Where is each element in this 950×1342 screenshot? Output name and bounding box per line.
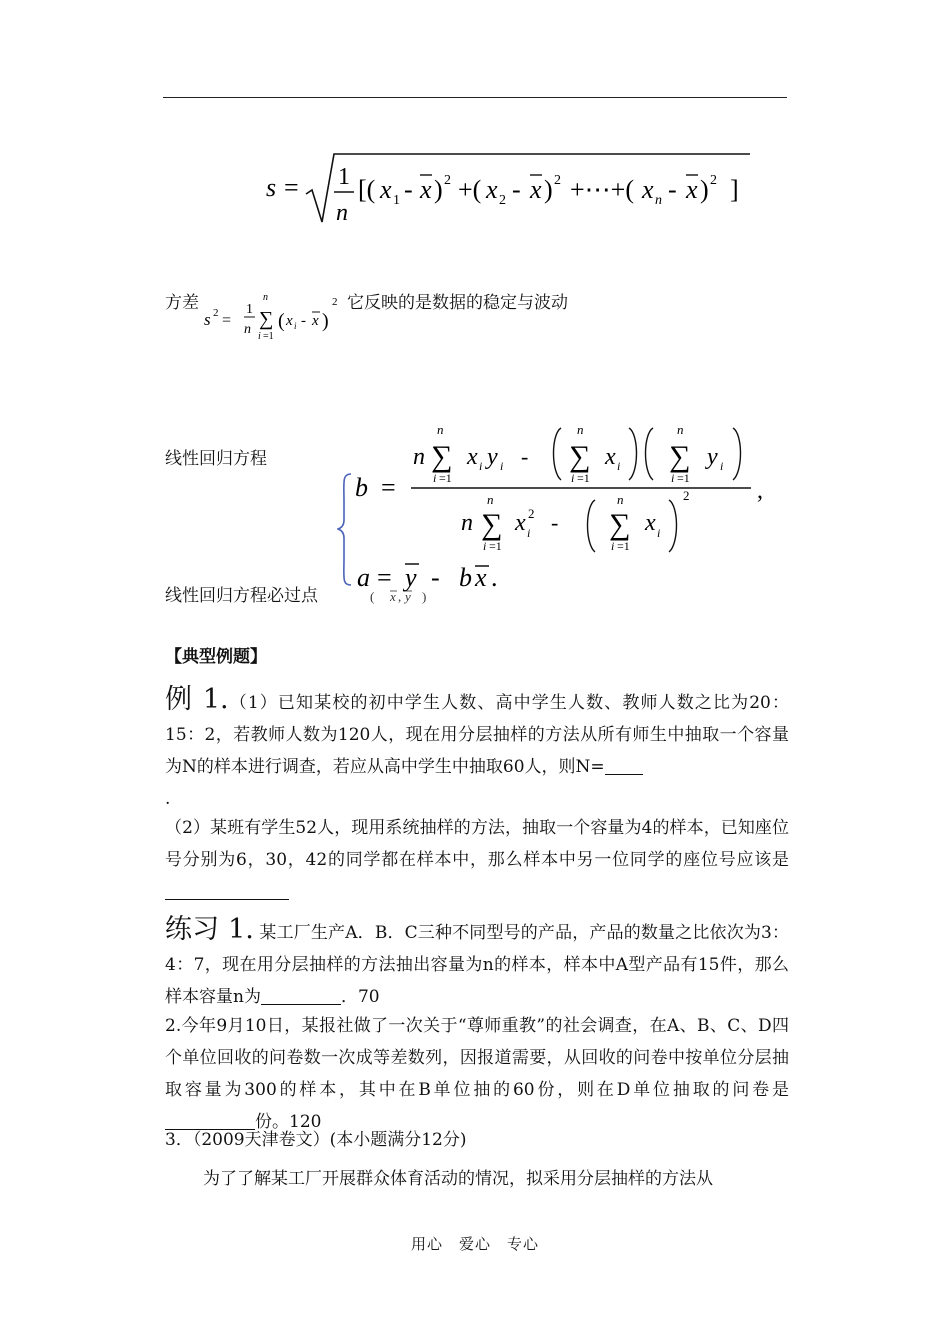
regression-point bbox=[370, 585, 432, 607]
svg-text:s: s bbox=[266, 173, 277, 202]
svg-text:): ) bbox=[322, 310, 329, 332]
svg-text:-: - bbox=[551, 510, 559, 535]
svg-text:x: x bbox=[420, 175, 432, 204]
svg-text:1: 1 bbox=[338, 164, 350, 190]
exercise1-q2 bbox=[165, 1010, 789, 1138]
svg-text:x: x bbox=[642, 175, 654, 204]
svg-text:,: , bbox=[398, 589, 402, 604]
svg-text:=1: =1 bbox=[617, 539, 630, 553]
example1-part1-text: （1）已知某校的初中学生人数、高中学生人数、教师人数之比为20：15：2，若教师人数为120人，现在用分层抽样的方法从所有师生中抽取一个容量为N的样本进行调查，若应从高中学生中抽取60人，则N= bbox=[165, 693, 790, 777]
variance-prefix: 方差 bbox=[165, 293, 199, 313]
svg-text:i: i bbox=[617, 459, 621, 473]
svg-text:i: i bbox=[611, 539, 615, 553]
svg-text:y: y bbox=[405, 589, 411, 604]
svg-text:n: n bbox=[487, 492, 494, 507]
exercise1-q1 bbox=[165, 914, 789, 1013]
svg-text:): ) bbox=[544, 175, 553, 204]
svg-text:): ) bbox=[434, 175, 443, 204]
svg-text:n: n bbox=[413, 444, 425, 470]
svg-text:x: x bbox=[390, 589, 396, 604]
svg-text:n: n bbox=[336, 200, 348, 226]
svg-text:x: x bbox=[486, 175, 498, 204]
regression-label: 线性回归方程 bbox=[165, 449, 267, 469]
svg-text:2: 2 bbox=[683, 488, 690, 503]
svg-text:x: x bbox=[380, 175, 392, 204]
svg-text:b: b bbox=[459, 563, 472, 592]
svg-text:∑: ∑ bbox=[481, 508, 503, 541]
exercise1-q2-text: 2.今年9月10日，某报社做了一次关于“尊师重教”的社会调查，在A、B、C、D四个单位回收的问卷数一次成等差数列，因报道需要，从回收的问卷中按单位分层抽取容量为300的样本，其中在B单位抽的60份，则在D单位抽取的问卷是 bbox=[165, 1016, 789, 1100]
svg-text:-: - bbox=[404, 175, 413, 204]
example1-part1 bbox=[165, 684, 789, 815]
svg-text:+(: +( bbox=[458, 175, 482, 204]
exercise1-q3-text: 为了了解某工厂开展群众体育活动的情况，拟采用分层抽样的方法从 bbox=[203, 1169, 713, 1189]
svg-text:y: y bbox=[405, 563, 417, 592]
svg-text:∑: ∑ bbox=[569, 440, 591, 473]
svg-text:=1: =1 bbox=[263, 331, 274, 342]
svg-text:i: i bbox=[294, 321, 297, 331]
svg-text:i: i bbox=[500, 459, 504, 473]
svg-text:=1: =1 bbox=[677, 471, 690, 485]
svg-text:∑: ∑ bbox=[609, 508, 631, 541]
svg-text:n: n bbox=[655, 193, 662, 208]
page-footer: 用心 爱心 专心 bbox=[410, 1235, 539, 1253]
svg-text:=: = bbox=[222, 312, 232, 329]
exercise1-q2-end: 份。120 bbox=[255, 1112, 322, 1132]
svg-text:-: - bbox=[301, 313, 306, 329]
svg-text:y: y bbox=[487, 444, 498, 470]
svg-text:=: = bbox=[381, 473, 396, 502]
section-heading: 【典型例题】 bbox=[165, 647, 267, 667]
svg-text:(: ( bbox=[278, 310, 285, 332]
svg-text:+⋯+(: +⋯+( bbox=[570, 175, 634, 204]
svg-text:x: x bbox=[286, 313, 293, 329]
svg-text:i: i bbox=[258, 331, 261, 342]
svg-text:1: 1 bbox=[393, 193, 400, 208]
svg-text:[(: [( bbox=[358, 175, 376, 204]
svg-text:]: ] bbox=[730, 175, 739, 204]
svg-text:x: x bbox=[645, 510, 656, 536]
variance-formula bbox=[202, 285, 342, 347]
svg-text:n: n bbox=[263, 292, 268, 303]
svg-text:∑: ∑ bbox=[669, 440, 691, 473]
svg-text:2: 2 bbox=[499, 193, 506, 208]
svg-text:2: 2 bbox=[444, 173, 451, 188]
svg-text:1: 1 bbox=[246, 302, 253, 317]
svg-text:-: - bbox=[431, 563, 440, 592]
exercise1-tag: 练习 1. bbox=[165, 914, 254, 945]
example1-blank-1[interactable] bbox=[605, 754, 643, 775]
svg-text:∑: ∑ bbox=[259, 308, 274, 330]
svg-text:=: = bbox=[284, 173, 299, 202]
svg-text:x: x bbox=[475, 563, 487, 592]
svg-text:i: i bbox=[657, 526, 661, 540]
svg-text:2: 2 bbox=[332, 296, 338, 308]
svg-text:2: 2 bbox=[213, 307, 219, 319]
svg-text:n: n bbox=[617, 492, 624, 507]
regression-point-label: 线性回归方程必过点 bbox=[165, 586, 318, 606]
svg-text:n: n bbox=[437, 422, 444, 437]
example1-part1-end: . bbox=[165, 789, 171, 809]
example1-part2 bbox=[165, 812, 789, 908]
variance-suffix: 它反映的是数据的稳定与波动 bbox=[347, 293, 568, 313]
svg-text:=: = bbox=[377, 563, 392, 592]
svg-text:,: , bbox=[757, 478, 763, 504]
svg-text:=1: =1 bbox=[577, 471, 590, 485]
svg-text:b: b bbox=[355, 473, 368, 502]
exercise1-blank-1[interactable] bbox=[261, 984, 341, 1005]
svg-text:i: i bbox=[479, 459, 483, 473]
svg-text:x: x bbox=[686, 175, 698, 204]
svg-text:n: n bbox=[244, 322, 251, 337]
svg-text:n: n bbox=[461, 510, 473, 536]
svg-text:x: x bbox=[605, 444, 616, 470]
svg-text:x: x bbox=[467, 444, 478, 470]
svg-text:-: - bbox=[668, 175, 677, 204]
svg-text:-: - bbox=[521, 444, 529, 469]
svg-text:i: i bbox=[571, 471, 575, 485]
svg-text:=1: =1 bbox=[489, 539, 502, 553]
svg-text:x: x bbox=[312, 313, 319, 329]
exercise1-q1-end: ．70 bbox=[340, 987, 380, 1007]
svg-text:n: n bbox=[577, 422, 584, 437]
svg-text:n: n bbox=[677, 422, 684, 437]
svg-text:=1: =1 bbox=[439, 471, 452, 485]
svg-text:a: a bbox=[357, 563, 370, 592]
svg-text:∑: ∑ bbox=[431, 440, 453, 473]
svg-text:(: ( bbox=[370, 589, 375, 604]
svg-text:x: x bbox=[530, 175, 542, 204]
svg-text:i: i bbox=[433, 471, 437, 485]
regression-b-formula bbox=[355, 420, 775, 560]
svg-text:i: i bbox=[483, 539, 487, 553]
regression-brace bbox=[337, 472, 353, 587]
svg-text:2: 2 bbox=[528, 506, 535, 521]
svg-text:x: x bbox=[515, 510, 526, 536]
svg-text:): ) bbox=[422, 589, 427, 604]
svg-text:2: 2 bbox=[554, 173, 561, 188]
exercise1-q1-text: 某工厂生产A．B．C三种不同型号的产品，产品的数量之比依次为3：4：7，现在用分层抽样的方法抽出容量为n的样本，样本中A型产品有15件，那么样本容量n为 bbox=[165, 923, 790, 1007]
svg-text:.: . bbox=[491, 563, 498, 592]
svg-text:2: 2 bbox=[710, 173, 717, 188]
header-rule bbox=[163, 97, 787, 98]
svg-text:): ) bbox=[700, 175, 709, 204]
example1-part2-text: （2）某班有学生52人，现用系统抽样的方法，抽取一个容量为4的样本，已知座位号分别为6，30，42的同学都在样本中，那么样本中另一位同学的座位号应该是 bbox=[165, 818, 789, 870]
svg-text:y: y bbox=[707, 444, 718, 470]
svg-text:-: - bbox=[512, 175, 521, 204]
svg-text:i: i bbox=[671, 471, 675, 485]
example1-tag: 例 1. bbox=[165, 684, 229, 715]
exercise1-q3-header: 3．（2009天津卷文）(本小题满分12分) bbox=[165, 1130, 467, 1150]
svg-text:i: i bbox=[720, 459, 724, 473]
svg-text:s: s bbox=[204, 310, 211, 329]
std-dev-formula bbox=[262, 150, 762, 230]
example1-blank-2[interactable] bbox=[165, 879, 289, 900]
svg-text:i: i bbox=[527, 526, 531, 540]
